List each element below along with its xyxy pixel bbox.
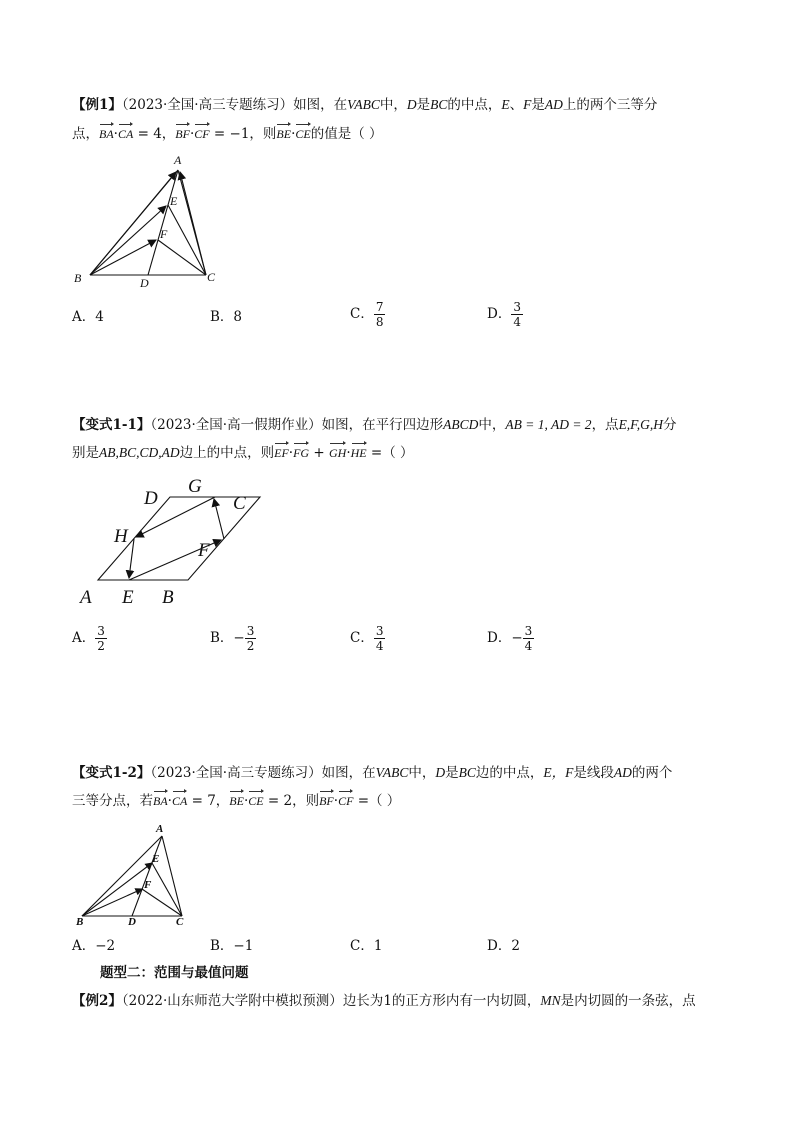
ex1-option-a[interactable]: A．4 [72,309,104,325]
vector-BF: BF [175,127,190,141]
label-A: A [80,587,92,608]
var11-option-a[interactable]: A． $\frac{3}{2}$ [72,624,105,653]
label-A: A [156,823,164,835]
fraction: $\frac{3}{2}$ [97,624,105,653]
fraction: $\frac{3}{4}$ [375,624,384,653]
label-D: D [140,276,149,290]
vec-FG [214,499,224,539]
var12-option-c[interactable]: C．1 [350,938,383,954]
label-D: D [128,916,136,928]
label-F: F [144,879,152,891]
ex2-tag: 【例2】 [72,993,122,1009]
vector-BE: BE [229,794,244,808]
vector-CA: CA [117,127,134,141]
fraction: $\frac{3}{4}$ [524,624,533,653]
var11-option-c[interactable]: C． $\frac{3}{4}$ [350,624,384,653]
ex1-tag: 【例1】 [72,97,122,113]
var11-tag: 【变式1-1】 [72,417,151,433]
fraction: $\frac{3}{4}$ [513,300,521,329]
vec-HE [129,539,134,578]
vector-HE: HE [350,446,367,460]
var12-option-b[interactable]: B．−1 [210,938,254,954]
seg-CE [152,863,182,916]
var12-line2: 三等分点，若BA·CA = 7，BE·CE = 2，则BF·CF =（ ） [72,793,401,809]
label-C: C [207,270,216,284]
var12-line1: 【变式1-2】（2023·全国·高三专题练习）如图，在VABC中，D是BC边的中点，E，F是线段AD的两个 [72,765,673,781]
var11-line1: 【变式1-1】（2023·全国·高一假期作业）如图，在平行四边形ABCD中，AB = 1, AD = 2，点E,F,G,H分 [72,417,677,433]
section-title: 题型二：范围与最值问题 [100,965,249,981]
ex2-line1: 【例2】（2022·山东师范大学附中模拟预测）边长为1的正方形内有一内切圆，MN是内切圆的一条弦，点 [72,993,696,1009]
var11-option-d[interactable]: D．− $\frac{3}{4}$ [487,624,533,653]
vector-CE: CE [295,127,311,141]
var11-line2: 别是AB,BC,CD,AD边上的中点，则EF·FG + GH·HE =（ ） [72,445,414,461]
label-C: C [233,493,246,514]
ex1-option-b[interactable]: B．8 [210,309,243,325]
vector-EF: EF [274,446,289,460]
vector-GH: GH [329,446,347,460]
label-B: B [74,271,82,285]
seg-AD [132,836,162,916]
vector-BE: BE [276,127,292,141]
label-B: B [76,916,84,928]
seg-AB [82,836,162,916]
ex1-option-d[interactable]: D． $\frac{3}{4}$ [487,300,521,329]
label-E: E [122,587,134,608]
label-H: H [114,526,128,547]
vector-CF: CF [338,794,354,808]
label-B: B [162,587,174,608]
var12-option-a[interactable]: A．−2 [72,938,116,954]
vector-BA: BA [99,127,114,141]
ex1-line1: 【例1】（2023·全国·高三专题练习）如图，在VABC中，D是BC的中点，E、F是AD上的两个三等分 [72,97,658,113]
vector-BF: BF [319,794,334,808]
seg-CE [168,205,206,275]
ex1-figure [70,150,230,290]
label-C: C [176,916,184,928]
seg-AD [148,170,178,275]
label-A: A [174,153,182,167]
var12-figure [70,818,200,930]
var12-option-d[interactable]: D．2 [487,938,520,954]
label-E: E [170,194,178,208]
vector-FG: FG [293,446,310,460]
vector-BA: BA [153,794,168,808]
vector-CE: CE [248,794,264,808]
label-D: D [144,488,158,509]
label-F: F [160,227,168,241]
fraction: $\frac{3}{2}$ [246,624,255,653]
vector-CA: CA [171,794,188,808]
label-F: F [198,540,210,561]
var12-tag: 【变式1-2】 [72,765,151,781]
vector-CF: CF [194,127,210,141]
var11-figure [70,470,270,610]
var11-option-b[interactable]: B．− $\frac{3}{2}$ [210,624,255,653]
fraction: $\frac{7}{8}$ [375,300,384,329]
ex1-option-c[interactable]: C． $\frac{7}{8}$ [350,300,384,329]
ex1-line2: 点，BA·CA = 4，BF·CF = −1，则BE·CE的值是（ ） [72,126,383,142]
label-E: E [152,853,160,865]
label-G: G [188,476,202,497]
